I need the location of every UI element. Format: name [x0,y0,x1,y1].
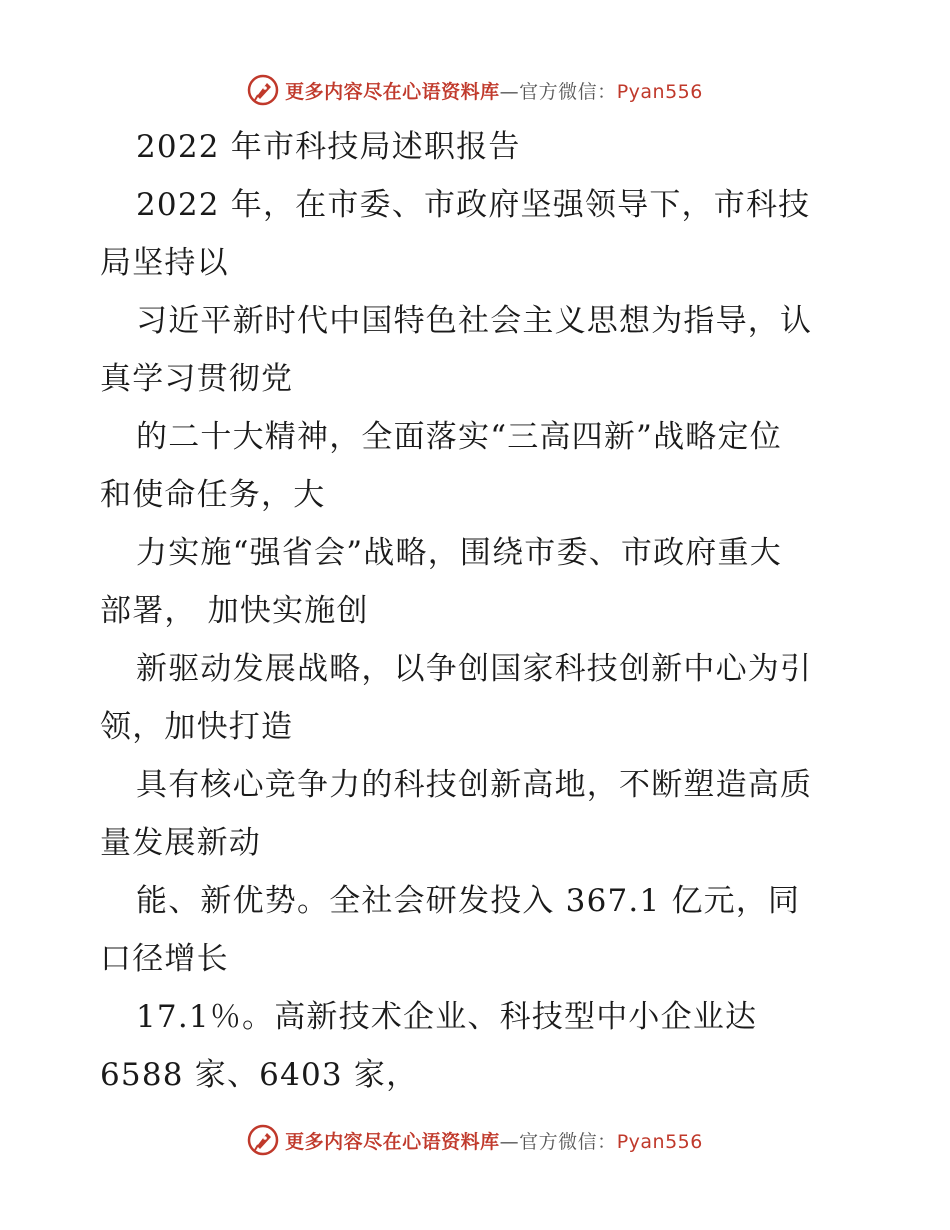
doc-line: 领，加快打造 [100,709,294,745]
watermark-cn: 更多内容尽在心语资料库 [285,80,500,103]
watermark-official: 官方微信： [519,1130,617,1153]
watermark-text [285,77,703,104]
watermark-id: Pyan556 [616,80,703,103]
document-body [100,118,860,1104]
doc-line: 6588 家、6403 家， [100,1057,419,1093]
doc-line: 真学习贯彻党 [100,361,294,397]
pen-nib-seal-icon [247,74,279,106]
pen-nib-seal-icon [247,1124,279,1156]
watermark-official: 官方微信： [519,80,617,103]
doc-line: 新驱动发展战略，以争创国家科技创新中心为引 [136,651,813,687]
watermark-cn: 更多内容尽在心语资料库 [285,1130,500,1153]
watermark-text [285,1127,703,1154]
document-title: 2022 年市科技局述职报告 [136,129,521,165]
doc-line: 能、新优势。全社会研发投入 367.1 亿元，同 [136,883,801,919]
footer-watermark [0,1120,950,1160]
header-watermark [0,70,950,110]
doc-line: 局坚持以 [100,245,229,281]
doc-line: 的二十大精神，全面落实“三高四新”战略定位 [136,419,782,455]
doc-line: 口径增长 [100,941,229,977]
doc-line: 部署， 加快实施创 [100,593,369,629]
watermark-id: Pyan556 [616,1130,703,1153]
doc-line: 量发展新动 [100,825,261,861]
watermark-separator: — [499,80,520,103]
doc-line: 具有核心竞争力的科技创新高地，不断塑造高质 [136,767,813,803]
doc-line: 习近平新时代中国特色社会主义思想为指导，认 [136,303,813,339]
doc-line: 力实施“强省会”战略，围绕市委、市政府重大 [136,535,782,571]
watermark-separator: — [499,1130,520,1153]
doc-line: 2022 年，在市委、市政府坚强领导下，市科技 [136,187,811,223]
doc-line: 和使命任务，大 [100,477,326,513]
doc-line: 17.1％。高新技术企业、科技型中小企业达 [136,999,758,1035]
